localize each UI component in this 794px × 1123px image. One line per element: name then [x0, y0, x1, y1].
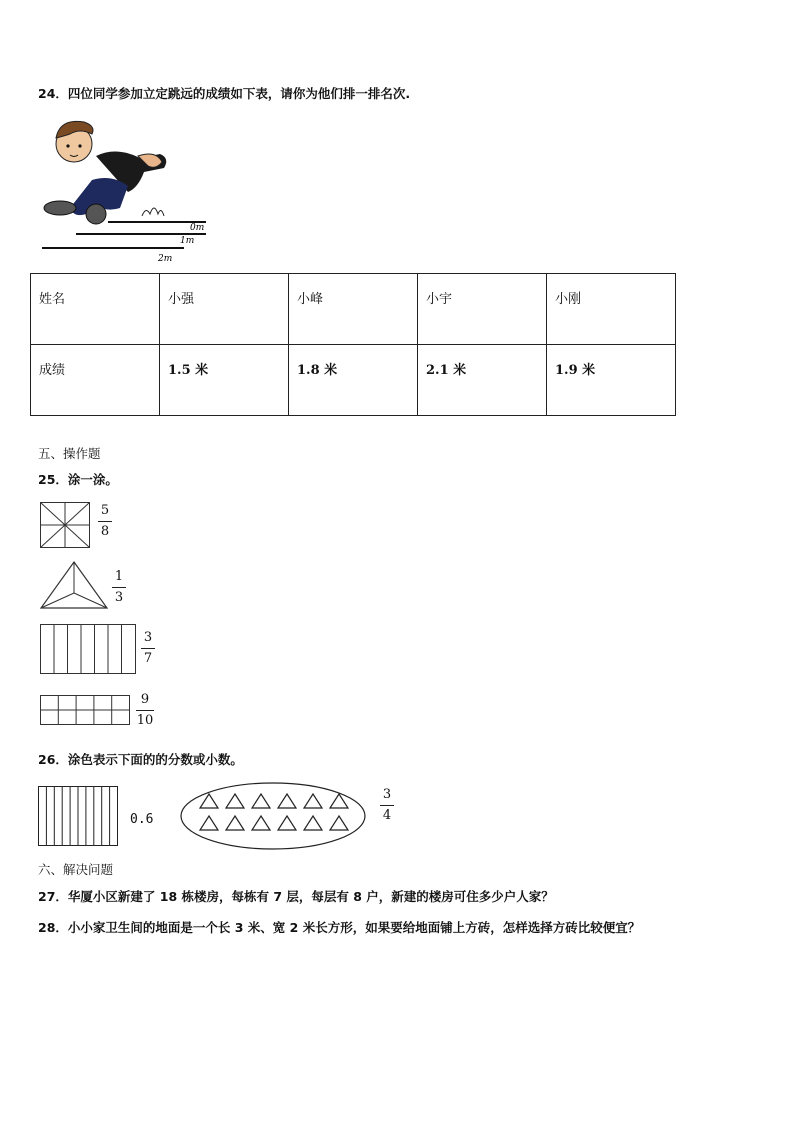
- question-25-text: 25．涂一涂。: [38, 472, 118, 487]
- score-label-cell: 成绩: [31, 345, 160, 416]
- mark-2m: 2m: [158, 254, 173, 264]
- numerator: 9: [140, 692, 150, 707]
- triangle-shape: [226, 816, 244, 830]
- mark-1m: 1m: [180, 236, 195, 246]
- triangle-shape: [304, 816, 322, 830]
- triangle-shape: [330, 816, 348, 830]
- name-cell: 小峰: [289, 274, 418, 345]
- triangle-shape: [278, 816, 296, 830]
- denominator: 7: [143, 651, 153, 666]
- numerator: 3: [143, 630, 153, 645]
- triangle-shape: [226, 794, 244, 808]
- triangle-shape: [200, 794, 218, 808]
- numerator: 3: [382, 787, 392, 802]
- striped-rectangle-shape: [38, 786, 118, 846]
- name-cell: 小刚: [547, 274, 676, 345]
- oval-triangles-shape: [180, 782, 366, 850]
- section-6-heading: 六、解决问题: [38, 862, 114, 877]
- triangle-shape: [200, 816, 218, 830]
- fraction-9-10: [136, 692, 154, 729]
- fraction-3-7: [141, 630, 155, 667]
- fraction-3-4: [380, 787, 394, 824]
- question-26-text: 26．涂色表示下面的的分数或小数。: [38, 752, 243, 767]
- mark-0m: 0m: [190, 223, 205, 233]
- numerator: 5: [100, 503, 110, 518]
- header-label-cell: 姓名: [31, 274, 160, 345]
- question-27-text: 27．华厦小区新建了 18 栋楼房，每栋有 7 层，每层有 8 户，新建的楼房可住多少户人家？: [38, 889, 554, 904]
- triangle-shape: [252, 794, 270, 808]
- table-row: [31, 274, 676, 345]
- score-cell: 1.5 米: [160, 345, 289, 416]
- name-cell: 小宇: [418, 274, 547, 345]
- score-cell: 2.1 米: [418, 345, 547, 416]
- question-24-text: 24．四位同学参加立定跳远的成绩如下表，请你为他们排一排名次.: [38, 86, 411, 101]
- score-cell: 1.8 米: [289, 345, 418, 416]
- name-cell: 小强: [160, 274, 289, 345]
- table-row: [31, 345, 676, 416]
- rectangle-seven-parts-shape: [40, 624, 136, 674]
- triangle-shape: [304, 794, 322, 808]
- denominator: 3: [114, 590, 124, 605]
- denominator: 4: [382, 808, 392, 823]
- jump-score-table: [30, 273, 676, 416]
- triangle-three-parts-shape: [40, 561, 108, 609]
- section-5-heading: 五、操作题: [38, 446, 101, 461]
- triangle-shape: [252, 816, 270, 830]
- denominator: 8: [100, 524, 110, 539]
- decimal-value: 0.6: [130, 812, 154, 827]
- square-eight-parts-shape: [40, 502, 90, 548]
- grid-ten-parts-shape: [40, 695, 130, 725]
- numerator: 1: [114, 569, 124, 584]
- score-cell: 1.9 米: [547, 345, 676, 416]
- fraction-1-3: [112, 569, 126, 606]
- long-jump-illustration: [38, 116, 218, 266]
- fraction-5-8: [98, 503, 112, 540]
- question-28-text: 28．小小家卫生间的地面是一个长 3 米、宽 2 米长方形，如果要给地面铺上方砖，怎样选择方砖比较便宜？: [38, 920, 641, 935]
- denominator: 10: [136, 713, 154, 728]
- triangle-shape: [278, 794, 296, 808]
